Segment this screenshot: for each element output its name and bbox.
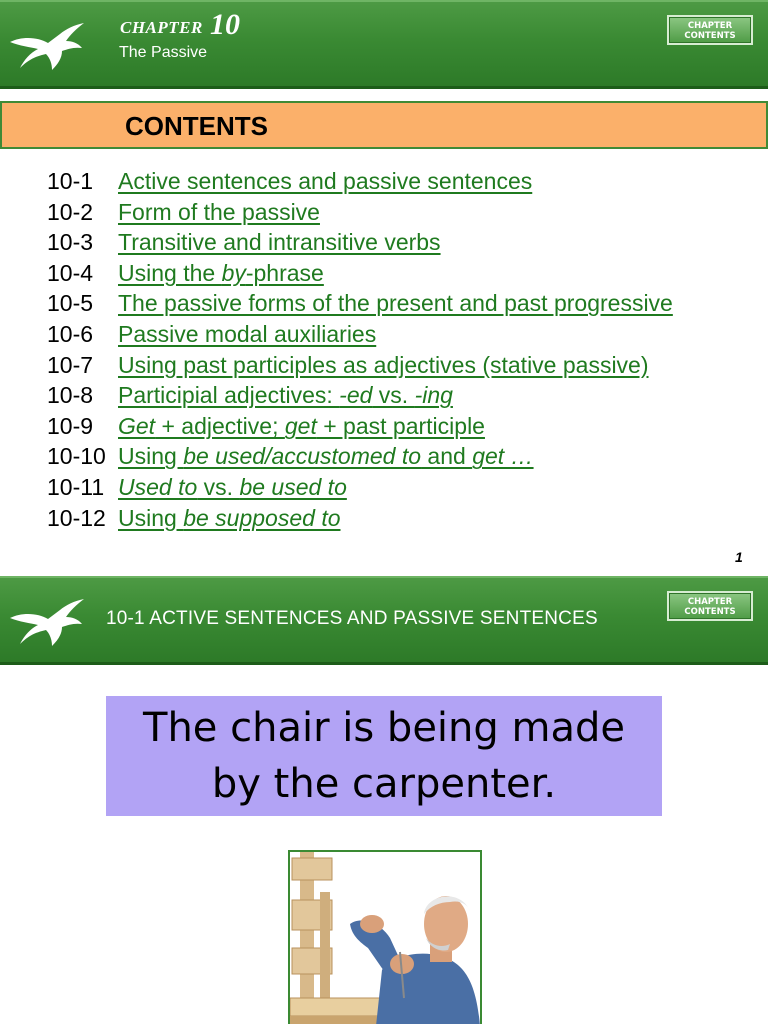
chapter-contents-button[interactable] (667, 15, 753, 45)
toc-link[interactable] (118, 260, 324, 286)
toc-row (47, 411, 762, 442)
toc-row (47, 472, 762, 503)
toc-link[interactable] (118, 413, 485, 439)
chapter-contents-button[interactable] (667, 591, 753, 621)
toc-link-text: be used/accustomed to (183, 443, 422, 470)
toc-link-text: Using the (118, 259, 222, 286)
toc-link-text: and (421, 443, 473, 470)
toc-link-text: -phrase (245, 259, 324, 286)
toc-link-text: Passive modal auxiliaries (118, 320, 377, 347)
toc-number: 10-6 (47, 320, 94, 347)
toc-link[interactable] (118, 474, 347, 500)
toc-link-text: + past participle (316, 412, 485, 439)
toc-row (47, 380, 762, 411)
toc-link[interactable] (118, 443, 534, 469)
toc-number: 10-3 (47, 229, 94, 256)
toc-link-text: Active sentences and passive sentences (118, 168, 533, 194)
toc-link[interactable] (118, 199, 320, 225)
example-sentence-box (106, 696, 662, 816)
carpenter-illustration (290, 852, 482, 1024)
contents-heading: CONTENTS (125, 111, 268, 141)
toc-link[interactable] (118, 290, 673, 316)
toc-link-text: get (284, 412, 317, 439)
toc-link-text: + adjective; (155, 412, 285, 439)
toc-number: 10-12 (47, 504, 106, 531)
page-number: 1 (735, 549, 743, 565)
swallow-logo-icon (8, 596, 86, 652)
carpenter-photo (288, 850, 482, 1024)
toc-link-text: -ing (414, 382, 453, 409)
toc-link[interactable] (118, 168, 532, 194)
button-label-line: CONTENTS (684, 31, 736, 41)
button-label-line: CONTENTS (684, 607, 736, 617)
contents-heading-bar (0, 101, 768, 149)
toc-number: 10-8 (47, 382, 94, 409)
toc-link[interactable] (118, 505, 341, 531)
example-sentence: The chair is being made by the carpenter. (143, 705, 625, 807)
toc-link-text: be supposed to (183, 504, 341, 531)
section-title: 10-1 ACTIVE SENTENCES AND PASSIVE SENTENCES (106, 608, 598, 629)
table-of-contents (47, 166, 762, 533)
toc-number: 10-5 (47, 290, 94, 317)
toc-number: 10-10 (47, 443, 106, 470)
chapter-number: 10 (210, 8, 240, 41)
toc-row (47, 503, 762, 534)
toc-link-text: Using (118, 504, 184, 531)
toc-link-text: Using (118, 443, 184, 470)
toc-link[interactable] (118, 352, 649, 378)
toc-link[interactable] (118, 382, 453, 408)
toc-number: 10-7 (47, 351, 94, 378)
toc-number: 10-2 (47, 198, 94, 225)
toc-row (47, 197, 762, 228)
toc-number: 10-1 (47, 168, 94, 194)
toc-link-text: -ed (339, 382, 373, 409)
toc-row (47, 350, 762, 381)
toc-link-text: vs. (197, 473, 240, 500)
toc-number: 10-4 (47, 259, 94, 286)
toc-link[interactable] (118, 229, 441, 255)
toc-number: 10-11 (47, 473, 105, 500)
toc-row (47, 166, 762, 197)
button-label-line: CHAPTER (687, 597, 733, 607)
toc-row (47, 319, 762, 350)
toc-link-text: get … (472, 443, 534, 470)
toc-link-text: be used to (239, 473, 347, 500)
toc-link[interactable] (118, 321, 376, 347)
toc-link-text: Form of the passive (118, 198, 320, 225)
chapter-label: CHAPTER (120, 18, 203, 37)
section-banner (0, 576, 768, 665)
swallow-logo-icon (8, 20, 86, 76)
toc-row (47, 288, 762, 319)
toc-link-text: Using past participles as adjectives (stative passive) (118, 351, 649, 378)
toc-number: 10-9 (47, 412, 94, 439)
chapter-title: The Passive (119, 44, 208, 61)
chapter-banner (0, 0, 768, 89)
toc-row (47, 441, 762, 472)
button-label-line: CHAPTER (687, 21, 733, 31)
toc-link-text: Used to (118, 473, 198, 500)
toc-link-text: The passive forms of the present and past progressive (118, 290, 673, 317)
toc-row (47, 227, 762, 258)
toc-link-text: Transitive and intransitive verbs (118, 229, 441, 256)
toc-link-text: Get (118, 412, 156, 439)
toc-link-text: Participial adjectives: (118, 382, 340, 409)
toc-link-text: vs. (372, 382, 415, 409)
toc-row (47, 258, 762, 289)
toc-link-text: by (221, 259, 246, 286)
